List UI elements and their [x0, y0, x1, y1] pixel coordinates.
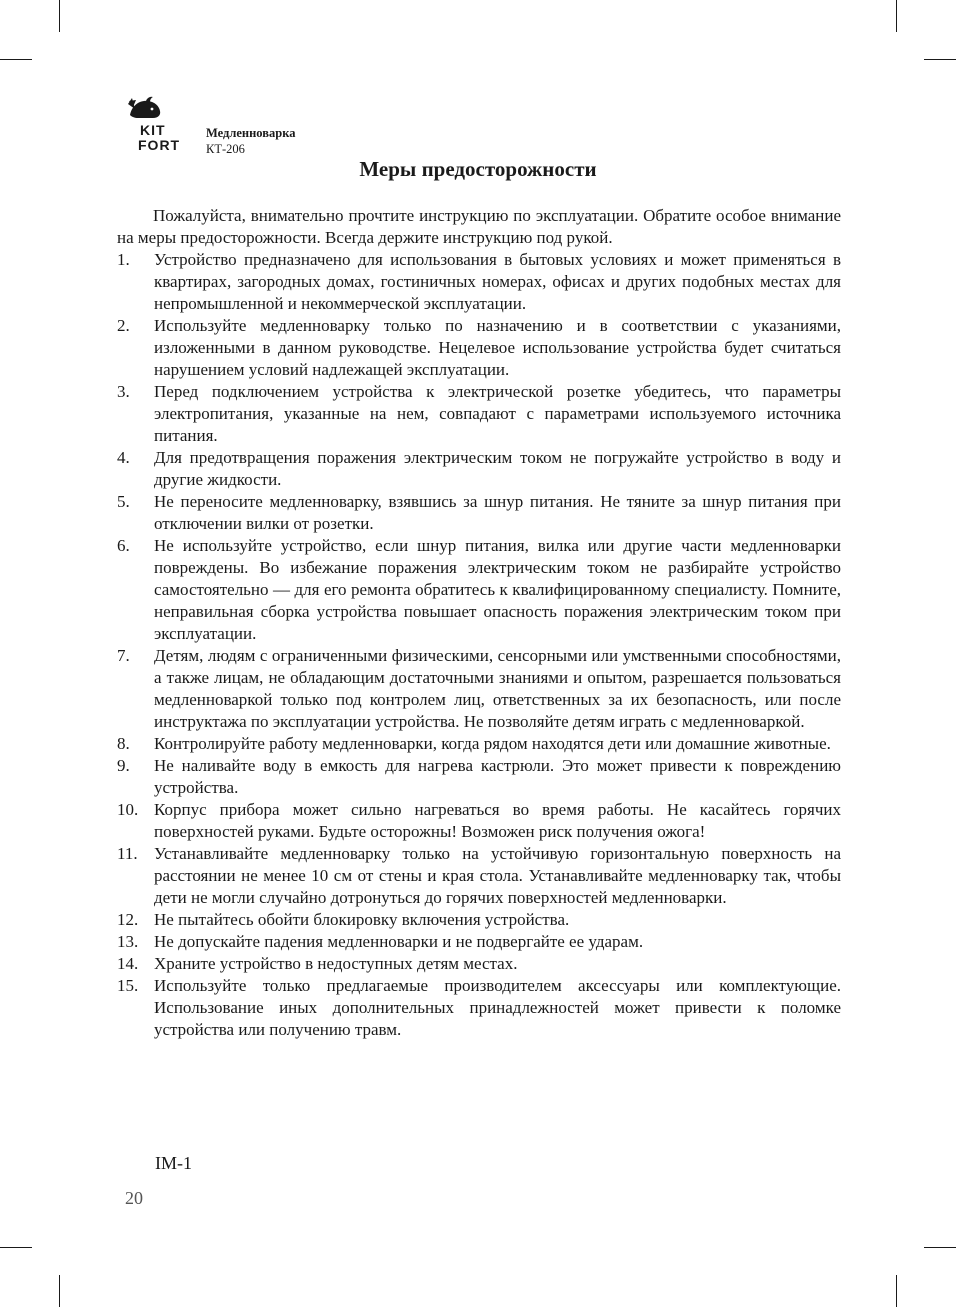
- list-item-number: 15.: [117, 976, 139, 995]
- list-item-text: Устройство предназначено для использования в бытовых условиях и может применяться в квартирах, загородных домах, гостиничных номерах, офисах и других подобных местах для непромышленной и некоммерческой эксплуатации.: [154, 250, 841, 313]
- list-item-text: Используйте только предлагаемые производителем аксессуары или комплектующие. Использование иных дополнительных принадлежностей может привести к поломке устройства или получению травм.: [154, 976, 841, 1039]
- safety-list: [117, 249, 841, 1041]
- list-item: [117, 931, 841, 953]
- list-item: [117, 381, 841, 447]
- crop-mark-bottom-left-h: [0, 1247, 32, 1248]
- list-item: [117, 799, 841, 843]
- crop-mark-bottom-right: [896, 1275, 897, 1307]
- list-item-text: Не используйте устройство, если шнур питания, вилка или другие части медленноварки повреждены. Во избежание поражения электрическим током не разбирайте устройство самостоятельно — для его ремонта обратитесь к квалифицированному специалисту. Помните, неправильная сборка устройства повышает опасность поражения электрическим током при эксплуатации.: [154, 536, 841, 643]
- list-item-number: 13.: [117, 932, 139, 951]
- safety-content: [117, 205, 841, 1041]
- document-code: IM-1: [155, 1153, 192, 1173]
- list-item-number: 6.: [117, 536, 130, 555]
- list-item-number: 10.: [117, 800, 139, 819]
- list-item-text: Перед подключением устройства к электрической розетке убедитесь, что параметры электропитания, указанные на нем, совпадают с параметрами используемого источника питания.: [154, 382, 841, 445]
- list-item-text: Детям, людям с ограниченными физическими, сенсорными или умственными способностями, а также лицам, не обладающим достаточными знаниями и опытом, разрешается пользоваться медленноваркой только под контролем лиц, ответственных за их безопасность, или после инструктажа по эксплуатации устройства. Не позволяйте детям играть с медленноваркой.: [154, 646, 841, 731]
- product-model: КТ-206: [206, 142, 245, 156]
- list-item: [117, 447, 841, 491]
- list-item-number: 14.: [117, 954, 139, 973]
- list-item-text: Не пытайтесь обойти блокировку включения устройства.: [154, 910, 570, 929]
- product-name: Медленноварка: [206, 126, 296, 140]
- crop-mark-bottom-left: [59, 1275, 60, 1307]
- crop-mark-top-left-h: [0, 59, 32, 60]
- list-item-text: Для предотвращения поражения электрическим током не погружайте устройство в воду и другие жидкости.: [154, 448, 841, 489]
- list-item: [117, 491, 841, 535]
- page-number: 20: [125, 1188, 143, 1208]
- list-item: [117, 249, 841, 315]
- list-item-text: Контролируйте работу медленноварки, когда рядом находятся дети или домашние животные.: [154, 734, 831, 753]
- page-title: Меры предосторожности: [359, 157, 597, 181]
- list-item: [117, 755, 841, 799]
- list-item: [117, 315, 841, 381]
- list-item-number: 11.: [117, 844, 138, 863]
- list-item: [117, 953, 841, 975]
- list-item: [117, 843, 841, 909]
- list-item-number: 1.: [117, 250, 130, 269]
- crop-mark-bottom-right-h: [924, 1247, 956, 1248]
- intro-paragraph: Пожалуйста, внимательно прочтите инструкцию по эксплуатации. Обратите особое внимание на меры предосторожности. Всегда держите инструкцию под рукой.: [117, 206, 841, 247]
- list-item-text: Не наливайте воду в емкость для нагрева кастрюли. Это может привести к повреждению устройства.: [154, 756, 841, 797]
- list-item-text: Корпус прибора может сильно нагреваться во время работы. Не касайтесь горячих поверхностей руками. Будьте осторожны! Возможен риск получения ожога!: [154, 800, 841, 841]
- list-item-number: 8.: [117, 734, 130, 753]
- list-item-number: 4.: [117, 448, 130, 467]
- list-item-text: Храните устройство в недоступных детям местах.: [154, 954, 518, 973]
- logo-text-fort: FORT: [138, 137, 181, 153]
- list-item: [117, 645, 841, 733]
- list-item-number: 9.: [117, 756, 130, 775]
- list-item: [117, 975, 841, 1041]
- list-item-text: Устанавливайте медленноварку только на устойчивую горизонтальную поверхность на расстоянии не менее 10 см от стены и края стола. Устанавливайте медленноварку так, чтобы дети не могли случайно дотронуться до горячих поверхностей медленноварки.: [154, 844, 841, 907]
- list-item-text: Не допускайте падения медленноварки и не подвергайте ее ударам.: [154, 932, 644, 951]
- list-item-number: 12.: [117, 910, 139, 929]
- kitfort-logo: [124, 95, 184, 157]
- list-item-number: 3.: [117, 382, 130, 401]
- list-item-text: Используйте медленноварку только по назначению и в соответствии с указаниями, изложенными в данном руководстве. Нецелевое использование устройства будет считаться нарушением условий надлежащей эксплуатации.: [154, 316, 841, 379]
- product-info: [206, 125, 295, 157]
- whale-icon: [126, 95, 164, 121]
- list-item: [117, 535, 841, 645]
- list-item-text: Не переносите медленноварку, взявшись за шнур питания. Не тяните за шнур питания при отключении вилки от розетки.: [154, 492, 841, 533]
- logo-text-kit: KIT: [140, 122, 166, 138]
- list-item-number: 5.: [117, 492, 130, 511]
- list-item: [117, 733, 841, 755]
- crop-mark-top-right-h: [924, 59, 956, 60]
- list-item-number: 2.: [117, 316, 130, 335]
- list-item: [117, 909, 841, 931]
- crop-mark-top-right: [896, 0, 897, 32]
- crop-mark-top-left: [59, 0, 60, 32]
- list-item-number: 7.: [117, 646, 130, 665]
